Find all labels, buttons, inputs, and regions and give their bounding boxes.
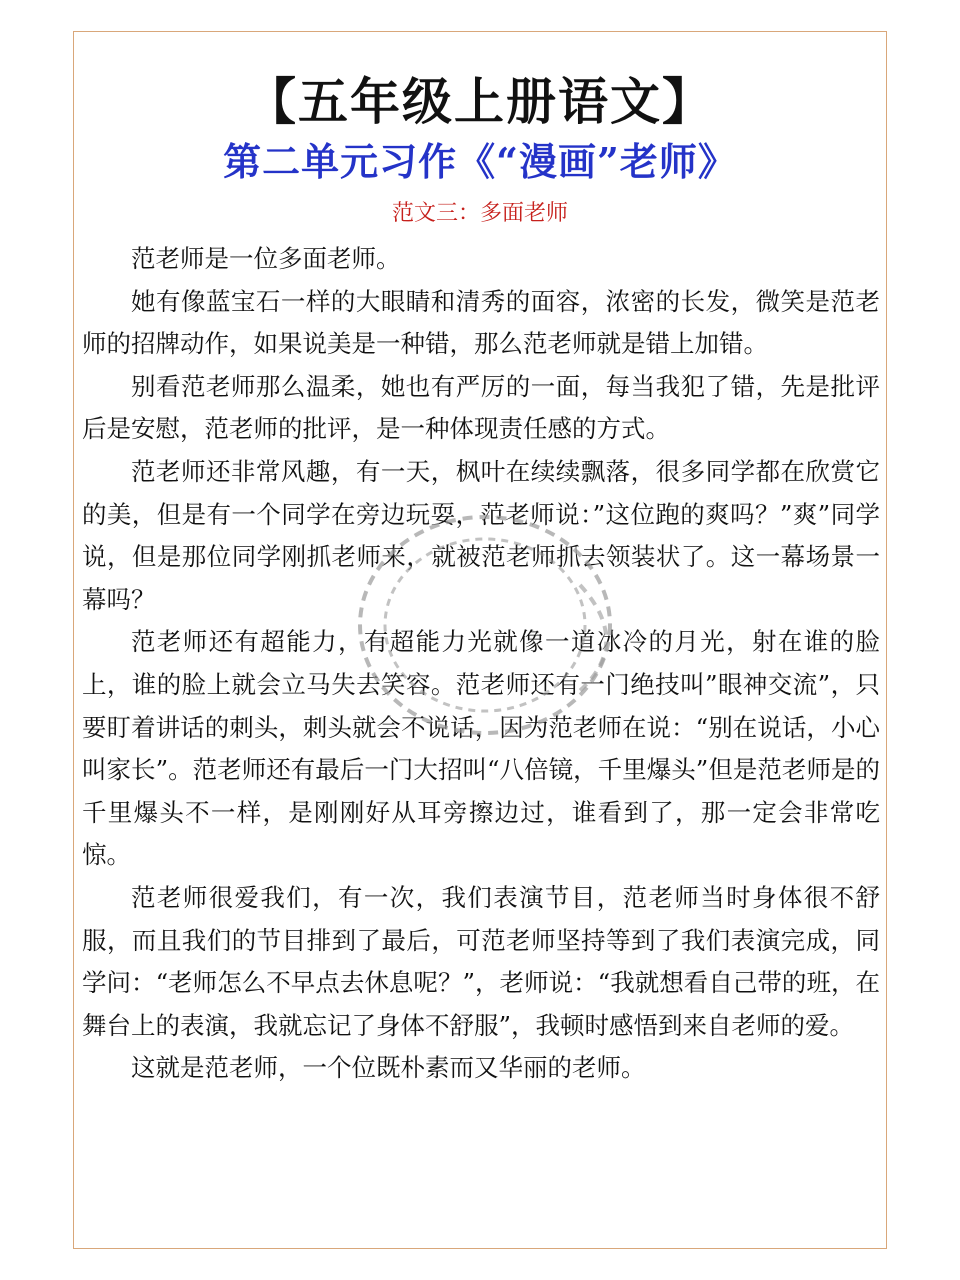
essay-title: 范文三：多面老师 (391, 201, 568, 226)
paragraph: 她有像蓝宝石一样的大眼睛和清秀的面容，浓密的长发，微笑是范老师的招牌动作，如果说美是一种错，那么范老师就是错上加错。 (82, 286, 880, 359)
paragraph: 范老师是一位多面老师。 (131, 244, 401, 273)
page-subtitle: 第二单元习作《“漫画”老师》 (223, 139, 737, 184)
paragraph: 范老师还有超能力，有超能力光就像一道冰冷的月光，射在谁的脸上，谁的脸上就会立马失去笑容。范老师还有一门绝技叫”眼神交流”，只要盯着讲话的刺头，刺头就会不说话，因为范老师在说：“别在说话，小心叫家长”。范老师还有最后一门大招叫“八倍镜，千里爆头”但是范老师是的千里爆头不一样，是刚刚好从耳旁擦边过，谁看到了，那一定会非常吃惊。 (82, 627, 880, 870)
essay-body (82, 238, 880, 1090)
paragraph: 范老师很爱我们，有一次，我们表演节目，范老师当时身体很不舒服，而且我们的节目排到了最后，可范老师坚持等到了我们表演完成，同学问：“老师怎么不早点去休息呢？”，老师说：“我就想看自己带的班，在舞台上的表演，我就忘记了身体不舒服”，我顿时感悟到来自老师的爱。 (82, 882, 880, 1040)
paragraph: 别看范老师那么温柔，她也有严厉的一面，每当我犯了错，先是批评后是安慰，范老师的批评，是一种体现责任感的方式。 (82, 371, 880, 444)
paragraph: 这就是范老师，一个位既朴素而又华丽的老师。 (131, 1053, 646, 1083)
paragraph: 范老师还非常风趣，有一天，枫叶在续续飘落，很多同学都在欣赏它的美，但是有一个同学在旁边玩耍，范老师说：”这位跑的爽吗？”爽”同学说，但是那位同学刚抓老师来，就被范老师抓去领装状了。这一幕场景一幕吗？ (82, 456, 880, 614)
page-title: 【五年级上册语文】 (246, 72, 714, 131)
